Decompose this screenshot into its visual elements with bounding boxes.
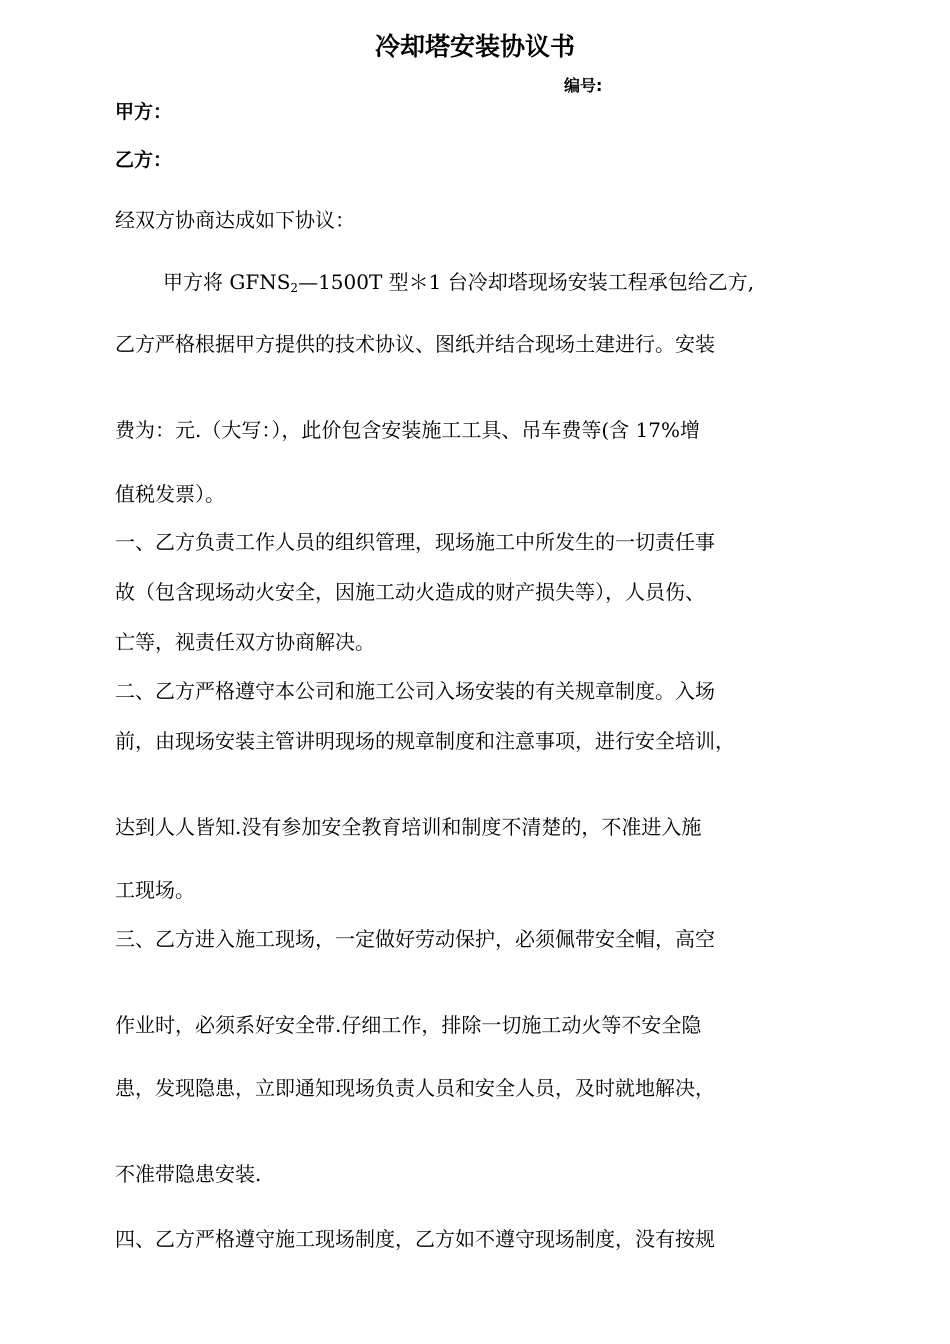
para1-line1-after: —1500T 型＊1 台冷却塔现场安装工程承包给乙方, xyxy=(298,270,755,294)
document-number-label: 编号: xyxy=(564,76,603,95)
item4-line1: 四、乙方严格遵守施工现场制度，乙方如不遵守现场制度，没有按规 xyxy=(115,1227,715,1251)
item3-line4: 不准带隐患安装. xyxy=(115,1162,262,1186)
para1-line1-subscript: 2 xyxy=(290,281,299,295)
item2-line2: 前，由现场安装主管讲明现场的规章制度和注意事项，进行安全培训， xyxy=(115,729,735,753)
item2-line1: 二、乙方严格遵守本公司和施工公司入场安装的有关规章制度。入场 xyxy=(115,679,715,703)
party-a-label: 甲方： xyxy=(115,101,173,123)
para1-line1-before: 甲方将 GFNS xyxy=(163,270,291,294)
item1-line2: 故（包含现场动火安全，因施工动火造成的财产损失等），人员伤、 xyxy=(115,580,705,604)
item3-line1: 三、乙方进入施工现场，一定做好劳动保护，必须佩带安全帽，高空 xyxy=(115,927,715,951)
para1-line2: 乙方严格根据甲方提供的技术协议、图纸并结合现场土建进行。安装 xyxy=(115,332,715,356)
item1-line3: 亡等，视责任双方协商解决。 xyxy=(115,630,375,654)
item2-line4: 工现场。 xyxy=(115,878,195,902)
para1-line4: 值税发票）。 xyxy=(115,482,225,506)
document-title: 冷却塔安装协议书 xyxy=(374,32,575,61)
party-b-label: 乙方： xyxy=(115,149,173,171)
para1-line1 xyxy=(163,268,754,296)
para1-line3: 费为：元.（大写：），此价包含安装施工工具、吊车费等(含 17%增 xyxy=(115,418,700,442)
item1-line1: 一、乙方负责工作人员的组织管理，现场施工中所发生的一切责任事 xyxy=(115,530,715,554)
item3-line3: 患，发现隐患，立即通知现场负责人员和安全人员，及时就地解决， xyxy=(115,1076,715,1100)
item3-line2: 作业时，必须系好安全带.仔细工作，排除一切施工动火等不安全隐 xyxy=(115,1013,702,1037)
intro-line: 经双方协商达成如下协议： xyxy=(115,208,355,232)
item2-line3: 达到人人皆知.没有参加安全教育培训和制度不清楚的，不准进入施 xyxy=(115,815,702,839)
